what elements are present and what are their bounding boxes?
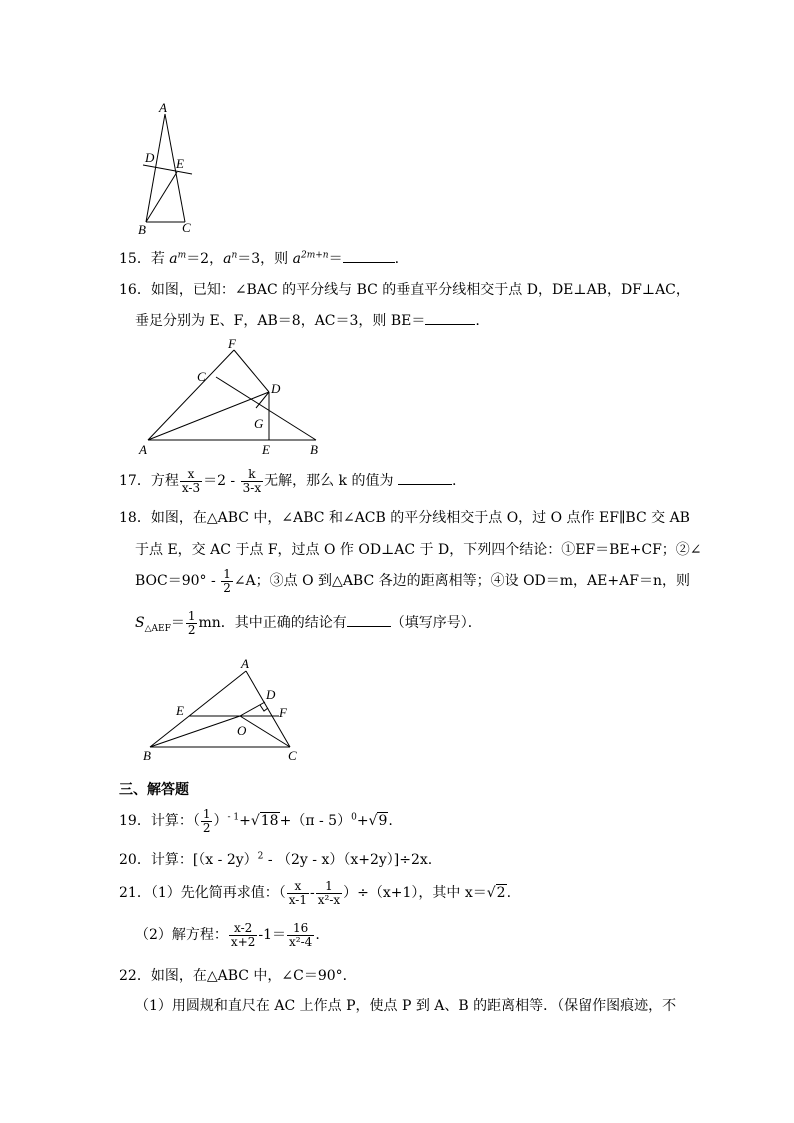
question-18-line1: 18．如图，在△ABC 中，∠ABC 和∠ACB 的平分线相交于点 O，过 O 点作 EF∥BC 交 AB [119, 510, 690, 526]
question-18-line4: $S_{\triangle AEF}=$ $\frac{1}{2}$ mn．其中正确的结论有 （填写序号）． [135, 608, 482, 637]
sqrt: 18 [260, 813, 279, 829]
fraction: $\frac{x}{x-3}$ [181, 466, 201, 495]
label-E: E [176, 156, 184, 171]
label-A: A [241, 656, 249, 671]
answer-blank[interactable] [347, 612, 391, 627]
label-D: D [266, 687, 276, 702]
sqrt: 2 [496, 885, 506, 901]
question-16-line2: 垂足分别为 E、F，AB＝8，AC＝3，则 BE＝ . [135, 310, 480, 331]
fraction: $\frac{k}{3-x}$ [242, 466, 262, 495]
label-F: F [228, 336, 236, 351]
question-22-line2: （1）用圆规和直尺在 AC 上作点 P，使点 P 到 A、B 的距离相等．（保留作图痕迹，不 [135, 998, 677, 1014]
fraction: $\frac{x}{x-1}$ [288, 878, 307, 907]
answer-blank[interactable] [398, 470, 452, 485]
label-C: C [288, 748, 297, 763]
question-19: 19．计算：（ $\frac{1}{2}$ ）$^{- 1}$+√18+（π - 5）$^0$+√9. [119, 806, 393, 835]
label-B: B [310, 442, 318, 457]
label-A: A [139, 442, 147, 457]
question-16-line1: 16．如图，已知：∠BAC 的平分线与 BC 的垂直平分线相交于点 D，DE⊥AB，DF⊥AC， [119, 282, 690, 298]
question-21-part2: （2）解方程： $\frac{x-2}{x+2}$ -1＝ $\frac{16}{\text{x²-4}}$ . [135, 920, 320, 949]
label-B: B [143, 748, 151, 763]
question-20: 20．计算：[（x - 2y）$^2$ - （2y - x）（x+2y）]÷2x. [119, 851, 433, 868]
label-F: F [279, 705, 287, 720]
question-17: 17．方程 $\frac{x}{x-3}$ ＝2 - $\frac{k}{3-x}$ 无解，那么 k 的值为 . [119, 466, 457, 495]
label-B: B [138, 222, 146, 237]
fraction: $\frac{1}{2}$ [202, 806, 211, 835]
answer-blank[interactable] [343, 248, 395, 263]
label-C: C [197, 369, 206, 384]
label-D: D [145, 150, 155, 165]
question-18-line3: BOC＝90° - $\frac{1}{2}$ ∠A；③点 O 到△ABC 各边的距离相等；④设 OD＝m，AE+AF＝n，则 [135, 566, 690, 595]
label-A: A [159, 100, 167, 115]
question-21-part1: 21．（1）先化简再求值：（ $\frac{x}{x-1}$ - $\frac{1}{\text{x²-x}}$ ）÷（x+1），其中 x＝√2. [119, 878, 512, 907]
figure-q16 [136, 336, 336, 460]
question-18-line2: 于点 E，交 AC 于点 F，过点 O 作 OD⊥AC 于 D，下列四个结论：①EF＝BE+CF；②∠ [135, 542, 702, 558]
figure-q14 [130, 100, 220, 240]
figure-q18 [140, 655, 310, 765]
label-D: D [271, 381, 281, 396]
question-15: 15．若 $a^m=2$，$a^n=3$，则 $a^{2m+n}=$ . [119, 248, 399, 269]
fraction: $\frac{1}{\text{x²-x}}$ [317, 878, 341, 907]
fraction: $\frac{x-2}{x+2}$ [230, 920, 256, 949]
label-G: G [254, 416, 264, 431]
section-heading: 三、解答题 [119, 782, 189, 798]
label-O: O [237, 723, 247, 738]
question-22-line1: 22．如图，在△ABC 中，∠C＝90°． [119, 968, 357, 984]
answer-blank[interactable] [425, 310, 475, 325]
fraction: $\frac{16}{\text{x²-4}}$ [289, 920, 313, 949]
sqrt: 9 [378, 813, 388, 829]
fraction: $\frac{1}{2}$ [223, 566, 231, 595]
label-E: E [262, 442, 270, 457]
label-C: C [182, 220, 191, 235]
label-E: E [176, 703, 184, 718]
fraction: $\frac{1}{2}$ [187, 608, 196, 637]
